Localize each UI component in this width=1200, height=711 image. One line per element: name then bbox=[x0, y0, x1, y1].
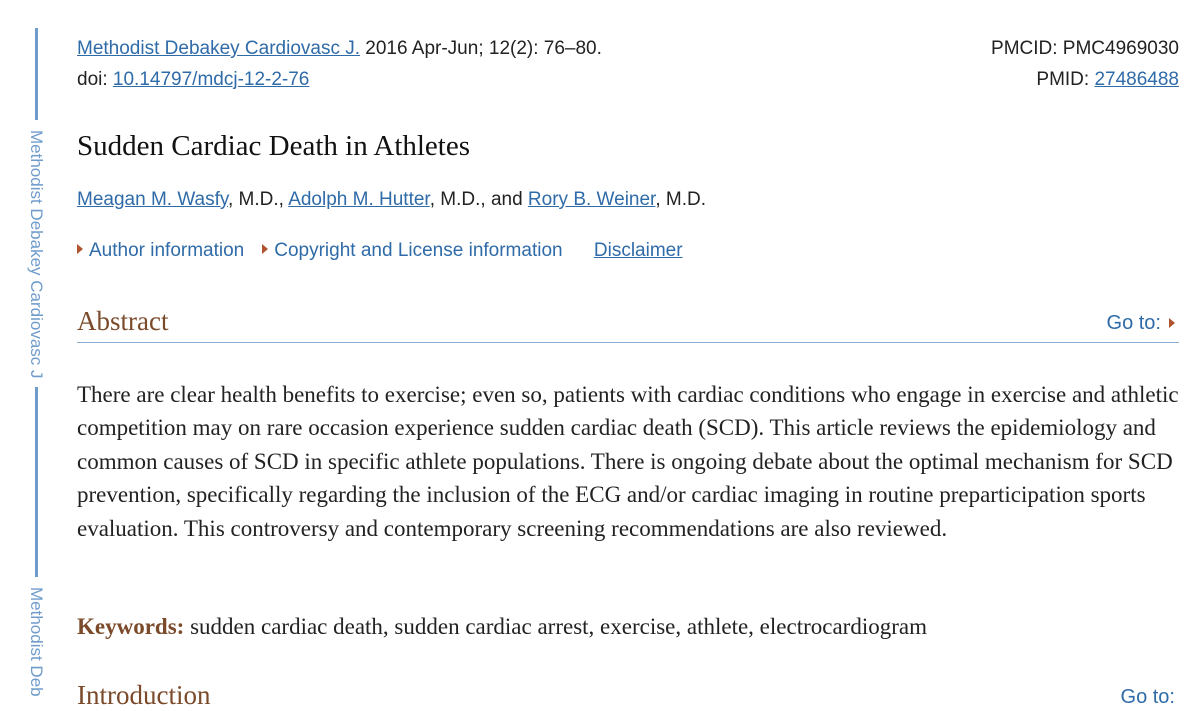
info-links-bar bbox=[77, 240, 683, 262]
author-suffix: , M.D., and bbox=[429, 189, 528, 210]
sidebar-journal-label[interactable]: Methodist Debakey Cardiovasc J bbox=[27, 130, 46, 379]
doi-label: doi: bbox=[77, 69, 113, 90]
keywords-label: Keywords: bbox=[77, 614, 185, 639]
citation-line bbox=[77, 33, 602, 64]
citation-block bbox=[77, 33, 602, 95]
author-link-hutter[interactable]: Adolph M. Hutter bbox=[288, 189, 430, 210]
author-link-wasfy[interactable]: Meagan M. Wasfy bbox=[77, 189, 228, 210]
article-title: Sudden Cardiac Death in Athletes bbox=[77, 130, 471, 162]
author-suffix: , M.D. bbox=[655, 189, 707, 210]
abstract-text: There are clear health benefits to exercise; even so, patients with cardiac conditions who engage in exercise and athletic competition may on rare occasion experience sudden cardiac death (SCD). This article reviews the epidemiology and common causes of SCD in specific athlete populations. There is ongoing debate about the optimal mechanism for SCD prevention, specifically regarding the inclusion of the ECG and/or cardiac imaging in routine preparticipation sports evaluation. This controversy and contemporary screening recommendations are also reviewed. bbox=[77, 382, 1179, 541]
sidebar-rule-middle bbox=[35, 387, 38, 577]
expand-triangle-icon bbox=[262, 244, 268, 254]
copyright-license-toggle[interactable]: Copyright and License information bbox=[262, 240, 562, 261]
keywords-list: sudden cardiac death, sudden cardiac arrest, exercise, athlete, electrocardiogram bbox=[184, 614, 927, 639]
abstract-heading: Abstract bbox=[77, 306, 169, 336]
author-information-toggle[interactable]: Author information bbox=[77, 240, 244, 261]
disclaimer-link[interactable]: Disclaimer bbox=[593, 240, 683, 261]
sidebar-rule-top bbox=[35, 28, 38, 120]
author-suffix: , M.D., bbox=[228, 189, 289, 210]
abstract-goto-menu[interactable]: Go to: bbox=[1107, 312, 1175, 335]
doi-line bbox=[77, 64, 602, 95]
pmcid-label: PMCID: bbox=[991, 38, 1063, 59]
doi-link[interactable]: 10.14797/mdcj-12-2-76 bbox=[112, 69, 310, 90]
introduction-heading: Introduction bbox=[77, 680, 211, 710]
author-link-weiner[interactable]: Rory B. Weiner bbox=[527, 189, 656, 210]
pmcid-value: PMC4969030 bbox=[1062, 38, 1179, 59]
sidebar-journal-label-repeat[interactable]: Methodist Deb bbox=[27, 587, 46, 697]
goto-triangle-icon bbox=[1169, 318, 1175, 328]
expand-triangle-icon bbox=[77, 244, 83, 254]
pmid-label: PMID: bbox=[1036, 69, 1095, 90]
author-list bbox=[77, 189, 706, 211]
article-ids bbox=[991, 33, 1179, 95]
keywords-line bbox=[77, 614, 927, 640]
introduction-goto-menu[interactable]: Go to: bbox=[1120, 686, 1175, 708]
pmid-line bbox=[991, 64, 1179, 95]
journal-link[interactable]: Methodist Debakey Cardiovasc J. bbox=[77, 38, 361, 59]
pmcid-line bbox=[991, 33, 1179, 64]
pmid-link[interactable]: 27486488 bbox=[1094, 69, 1179, 90]
abstract-section-header bbox=[77, 304, 1179, 343]
citation-date-pages: 2016 Apr-Jun; 12(2): 76–80. bbox=[360, 38, 602, 59]
